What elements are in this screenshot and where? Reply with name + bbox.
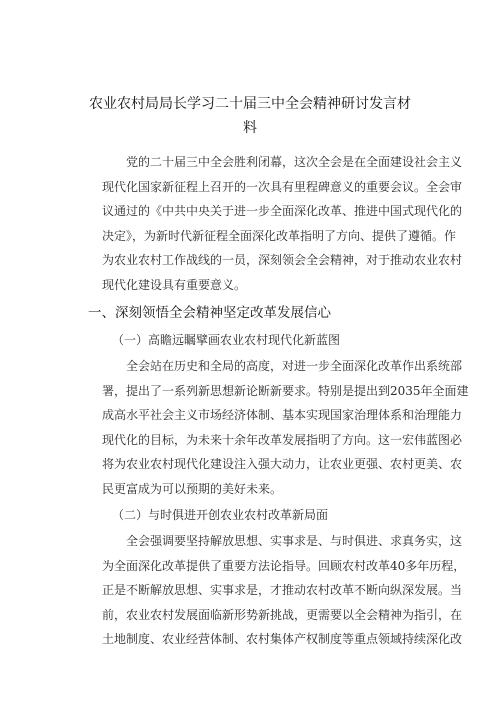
paragraph-line: 民更富成为可以预期的美好未来。 [102,481,283,496]
paragraph-line: 全会站在历史和全局的高度，对进一步全面深化改革作出系统部 [126,359,463,373]
paragraph-line: 现代化国家新征程上召开的一次具有里程碑意义的重要会议。全会审 [102,179,463,194]
paragraph-line: 成高水平社会主义市场经济体制、基本实现国家治理体系和治理能力 [102,408,463,423]
paragraph-line: 党的二十届三中全会胜利闭幕，这次全会是在全面建设社会主义 [126,155,463,169]
paragraph-line: 为农业农村工作战线的一员，深刻领会全会精神，对于推动农业农村 [102,253,463,268]
paragraph-line: 土地制度、农业经营体制、农村集体产权制度等重点领域持续深化改 [102,632,463,647]
title-line: 农业农村局局长学习二十届三中全会精神研讨发言材 [89,96,411,112]
subsection-1-paragraph [102,354,469,502]
paragraph-line: 现代化建设具有重要意义。 [102,277,247,292]
paragraph-line: 为全面深化改革提供了重要方法论指导。回顾农村改革40多年历程， [102,558,466,573]
paragraph-line: 议通过的《中共中央关于进一步全面深化改革、推进中国式现代化的 [102,204,463,219]
paragraph-line: 正是不断解放思想、实事求是，才推动农村改革不断向纵深发展。当 [102,583,463,598]
document-title [60,92,440,140]
paragraph-line: 全会强调要坚持解放思想、实事求是、与时俱进、求真务实，这 [126,534,463,548]
paragraph-line: 决定》，为新时代新征程全面深化改革指明了方向、提供了遵循。作 [102,228,457,243]
subsection-2-paragraph [102,529,466,652]
title-line: 料 [243,120,257,136]
paragraph-line: 现代化的目标，为未来十余年改革发展指明了方向。这一宏伟蓝图必 [102,432,463,447]
subsection-heading: （一）高瞻远瞩擘画农业农村现代化新蓝图 [112,333,341,347]
paragraph-line: 将为农业农村现代化建设注入强大动力，让农业更强、农村更美、农 [102,457,463,472]
intro-paragraph [102,150,463,298]
subsection-heading: （二）与时俱进开创农业农村改革新局面 [112,508,329,522]
section-heading: 一、深刻领悟全会精神坚定改革发展信心 [88,305,331,321]
paragraph-line: 前，农业农村发展面临新形势新挑战，更需要以全会精神为指引，在 [102,607,463,622]
paragraph-line: 署，提出了一系列新思想新论断新要求。特别是提出到2035年全面建 [102,383,469,398]
